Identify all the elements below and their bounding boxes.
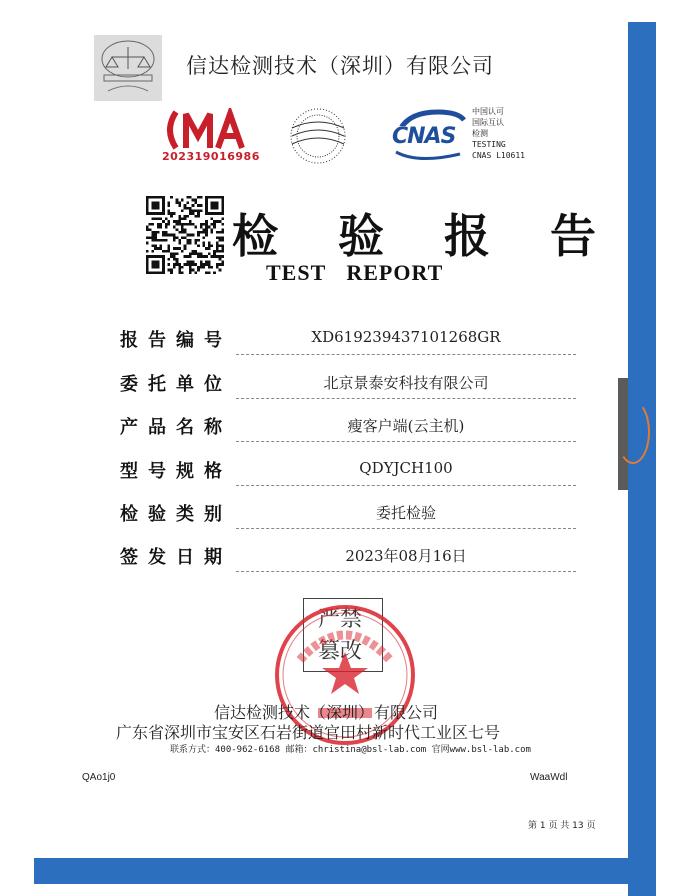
ilac-mra-logo	[286, 106, 350, 166]
footer-contact: 联系方式：400-962-6168 邮箱：christina@bsl-lab.com 官网www.bsl-lab.com	[170, 745, 531, 755]
cnas-accreditation-text	[472, 106, 525, 161]
cma-code: 202319016986	[162, 150, 260, 163]
cnas-line: TESTING	[472, 140, 506, 149]
report-title-en: TEST REPORT	[266, 260, 444, 285]
field-row-client	[120, 366, 580, 406]
qr-code	[146, 196, 224, 274]
field-underline	[236, 485, 576, 486]
field-row-test-type	[120, 496, 580, 536]
report-title-cn: 检 验 报 告	[232, 209, 619, 263]
field-label: 报告编号	[120, 330, 232, 351]
field-label: 委托单位	[120, 374, 232, 395]
cnas-line: 检测	[472, 129, 488, 138]
field-label: 型号规格	[120, 461, 232, 482]
company-logo	[94, 35, 162, 101]
field-underline	[236, 528, 576, 529]
field-row-model	[120, 453, 580, 493]
field-underline	[236, 354, 576, 355]
page-number: 第 1 页 共 13 页	[528, 821, 596, 831]
cnas-line: 国际互认	[472, 118, 504, 127]
field-underline	[236, 398, 576, 399]
cnas-line: 中国认可	[472, 107, 504, 116]
watermark-text: 篡改	[318, 639, 363, 664]
cnas-line: CNAS L10611	[472, 151, 525, 160]
field-row-report-number	[120, 322, 580, 362]
cnas-logo: CNAS	[388, 106, 468, 168]
doc-code-left: QAo1j0	[82, 772, 116, 783]
field-row-product-name	[120, 409, 580, 449]
field-value: 瘦客户端(云主机)	[347, 417, 465, 435]
field-value: QDYJCH100	[359, 459, 453, 477]
field-label: 签发日期	[120, 547, 232, 568]
footer-company: 信达检测技术（深圳）有限公司	[214, 703, 439, 722]
field-label: 检验类别	[120, 504, 232, 525]
field-value: XD619239437101268GR	[311, 328, 501, 346]
field-value: 2023年08月16日	[345, 547, 467, 565]
field-label: 产品名称	[120, 417, 232, 438]
doc-code-right: WaaWdl	[530, 772, 568, 783]
field-value: 北京景泰安科技有限公司	[323, 374, 489, 392]
field-underline	[236, 441, 576, 442]
side-arc	[616, 400, 650, 464]
bottom-blue-bar	[34, 858, 656, 884]
field-value: 委托检验	[375, 504, 436, 522]
footer-address: 广东省深圳市宝安区石岩街道官田村新时代工业区七号	[116, 723, 501, 742]
watermark-text: 严禁	[318, 607, 363, 632]
company-title: 信达检测技术（深圳）有限公司	[186, 54, 494, 78]
field-underline	[236, 571, 576, 572]
field-row-issue-date	[120, 539, 580, 579]
